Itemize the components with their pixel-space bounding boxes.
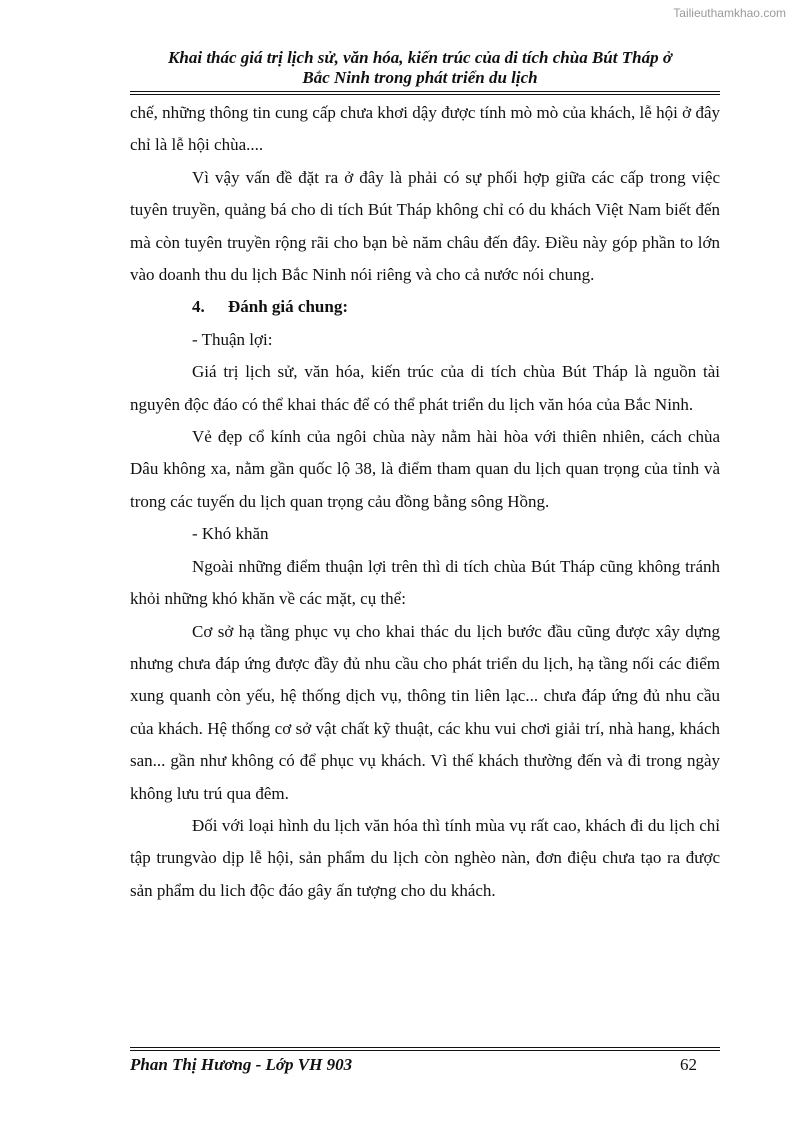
paragraph-continued: chế, những thông tin cung cấp chưa khơi dậy được tính mò mò của khách, lễ hội ở đây chỉ là lễ hội chùa....: [130, 103, 720, 155]
paragraph: Ngoài những điểm thuận lợi trên thì di tích chùa Bút Tháp cũng không tránh khỏi những khó khăn về các mặt, cụ thể:: [130, 556, 720, 609]
watermark: Tailieuthamkhao.com: [673, 6, 786, 20]
footer-divider: [130, 1047, 720, 1051]
paragraph: Giá trị lịch sử, văn hóa, kiến trúc của di tích chùa Bút Tháp là nguồn tài nguyên độc đáo có thể khai thác để có thể phát triển du lịch văn hóa của Bắc Ninh.: [130, 362, 720, 414]
footer-author: Phan Thị Hương - Lớp VH 903: [130, 1055, 353, 1074]
subheading-difficulties: - Khó khăn: [192, 524, 269, 544]
paragraph: Cơ sở hạ tầng phục vụ cho khai thác du lịch bước đầu cũng được xây dựng nhưng chưa đáp ứng được đầy đủ nhu cầu cho phát triển du lịch, hạ tầng nối các điểm xung quanh còn yếu, hệ thống dịch vụ, thông tin liên lạc... chưa đáp ứng đủ nhu cầu của khách. Hệ thống cơ sở vật chất kỹ thuật, các khu vui chơi giải trí, nhà hang, khách san... gần như không có để phục vụ khách. Vì thế khách thường đến và đi trong ngày không lưu trú qua đêm.: [130, 621, 720, 803]
header-divider: [130, 91, 720, 95]
paragraph: Vì vậy vấn đề đặt ra ở đây là phải có sự phối hợp giữa các cấp trong việc tuyên truyền, quảng bá cho di tích Bút Tháp không chỉ có du khách Việt Nam biết đến mà còn tuyên truyền rộng rãi cho bạn bè năm châu đến đây. Điều này góp phần to lớn vào doanh thu du lịch Bắc Ninh nói riêng và cho cả nước nói chung.: [130, 167, 720, 285]
section-title: Đánh giá chung:: [228, 297, 348, 317]
paragraph: Vẻ đẹp cổ kính của ngôi chùa này nằm hài hòa với thiên nhiên, cách chùa Dâu không xa, nằm gần quốc lộ 38, là điểm tham quan du lịch quan trọng của tỉnh và trong các tuyến du lịch quan trọng cảu đồng bằng sông Hồng.: [130, 427, 720, 511]
header-title-line2: Bắc Ninh trong phát triển du lịch: [302, 68, 538, 87]
page-number: 62: [680, 1055, 697, 1074]
section-number: 4.: [192, 297, 205, 317]
page-header: [120, 48, 720, 88]
subheading-advantages: - Thuận lợi:: [192, 329, 273, 349]
page-body: [130, 97, 720, 907]
header-title-line1: Khai thác giá trị lịch sử, văn hóa, kiến trúc của di tích chùa Bút Tháp ở: [168, 48, 672, 67]
paragraph: Đối với loại hình du lịch văn hóa thì tính mùa vụ rất cao, khách đi du lịch chỉ tập trungvào dịp lễ hội, sản phẩm du lịch còn nghèo nàn, đơn điệu chưa tạo ra được sản phẩm du lich độc đáo gây ấn tượng cho du khách.: [130, 815, 720, 900]
section-heading: [130, 291, 720, 323]
